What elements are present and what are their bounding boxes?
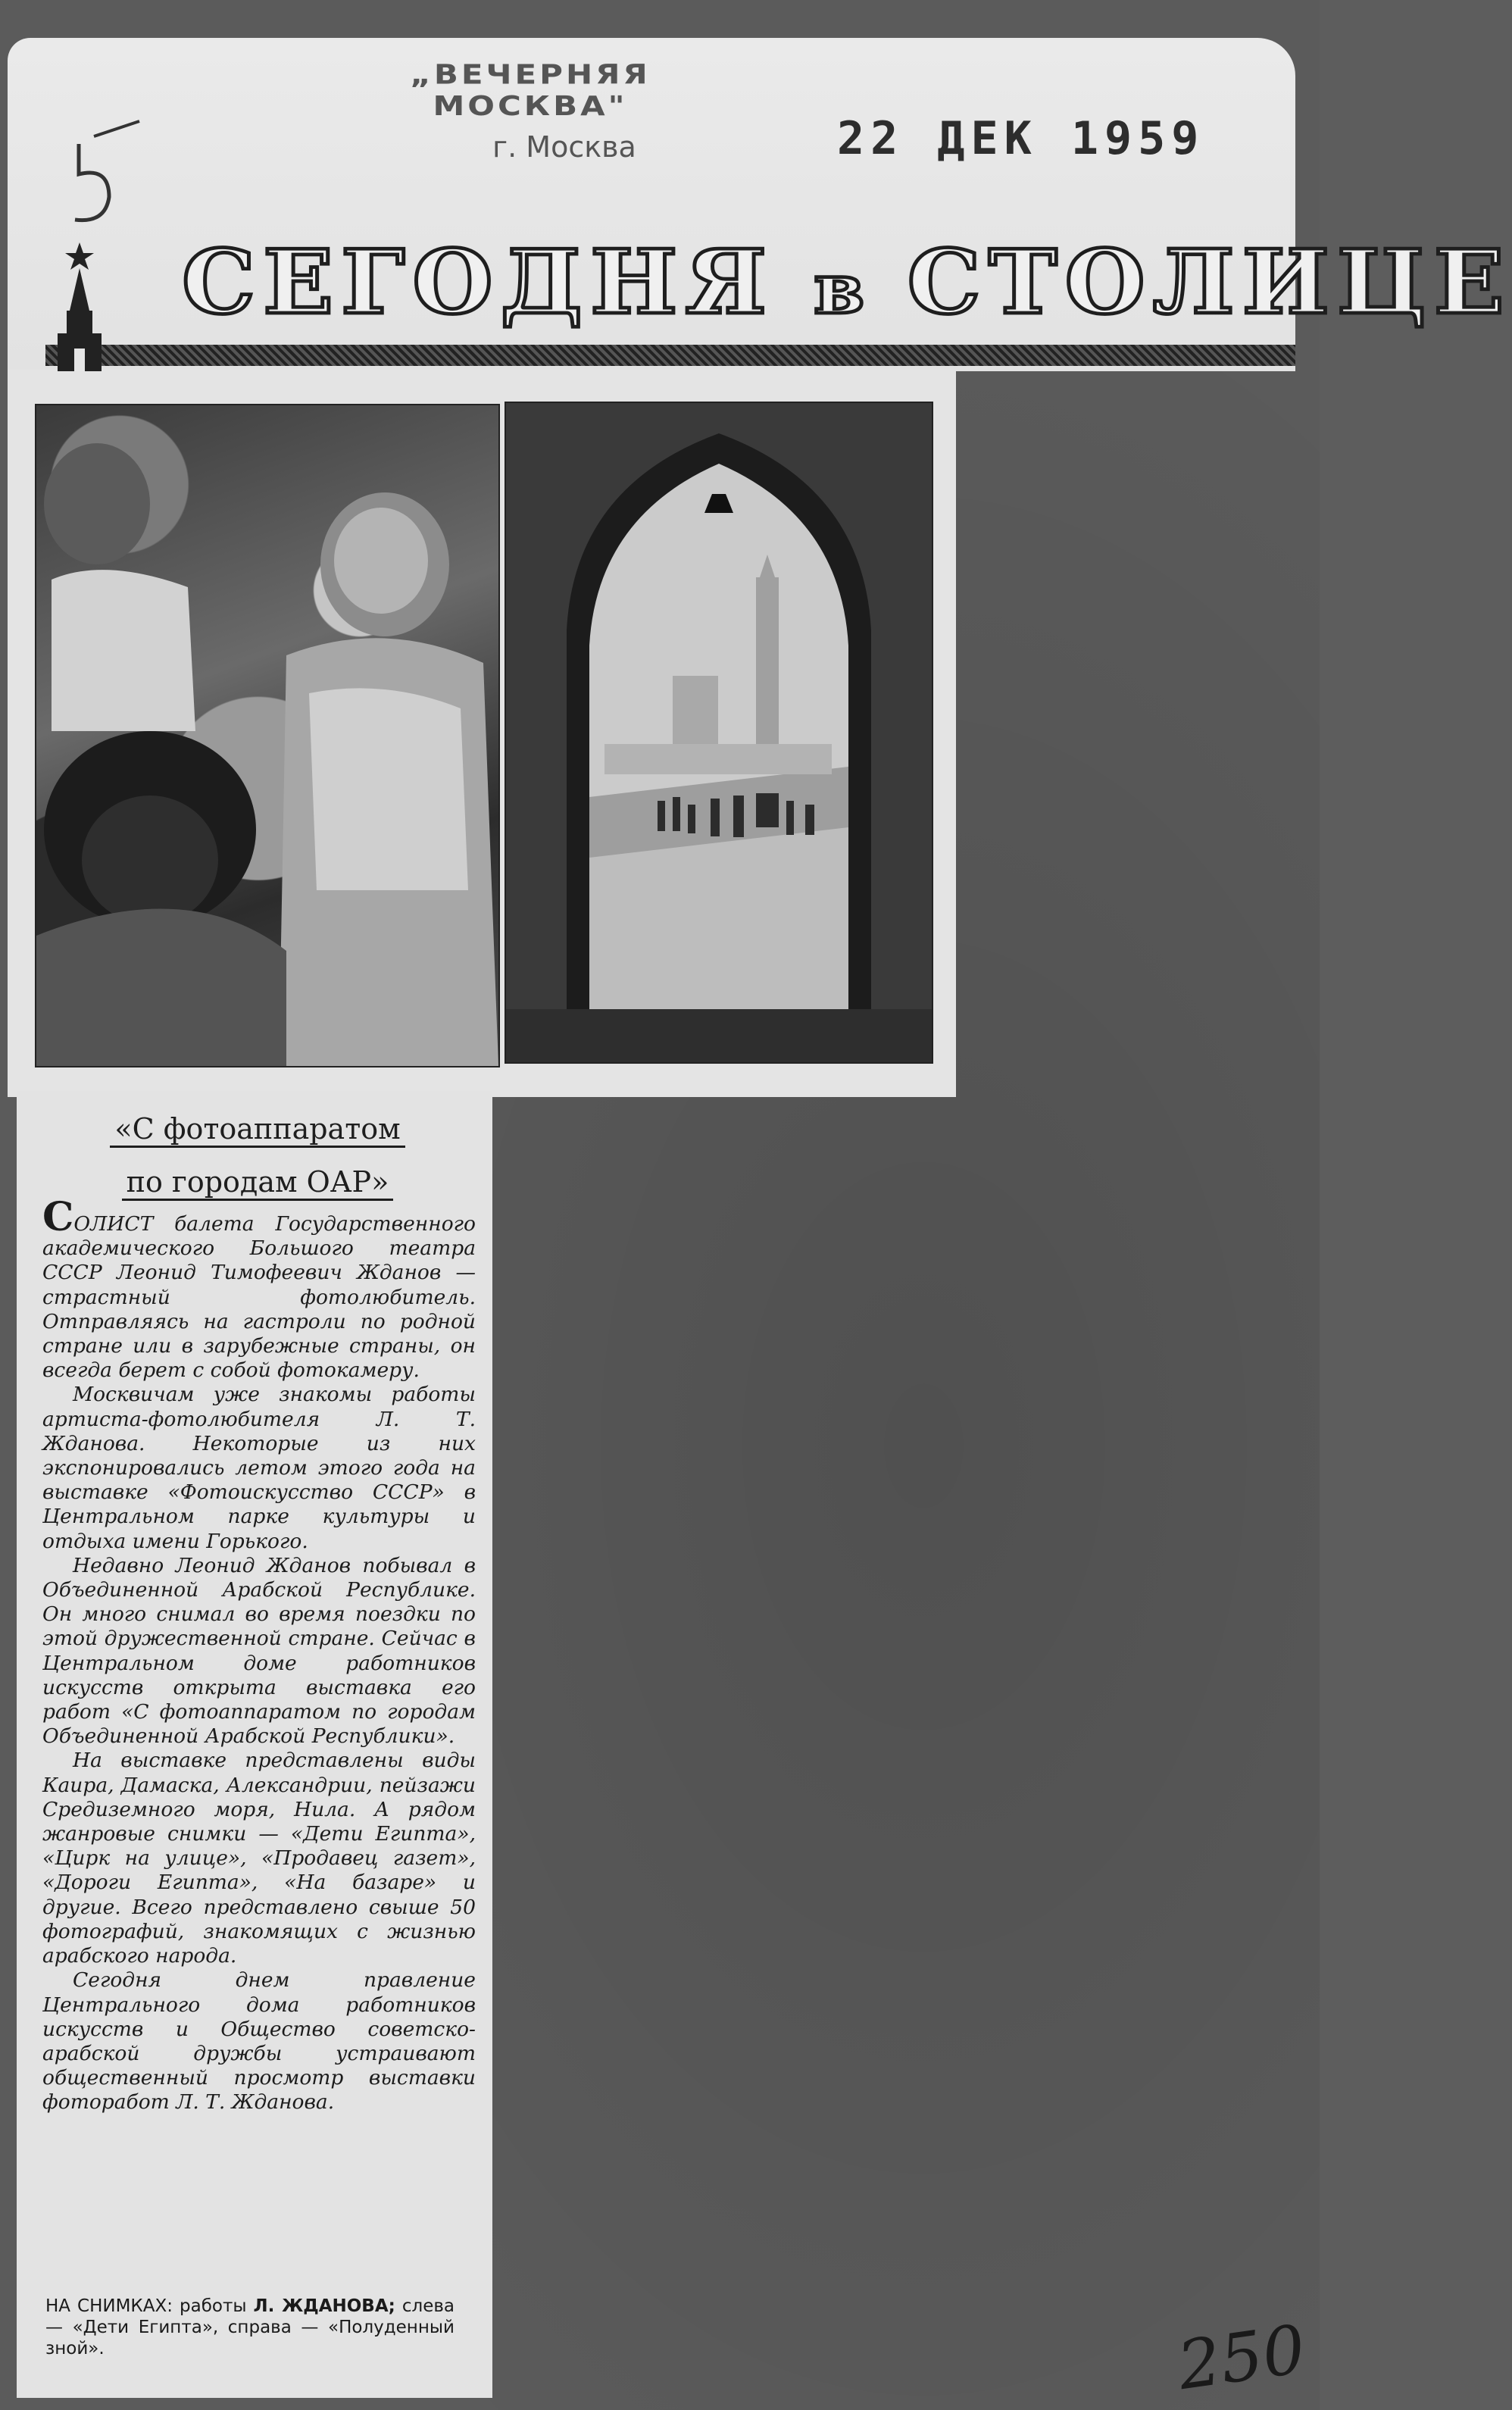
article-paragraph-3: Недавно Леонид Жданов побывал в Объединенной Арабской Республике. Он много снимал во время поездки по этой дружественной стране. Сейчас в Центральном доме работников искусств открыта выставка его работ «С фотоаппаратом по городам Объединенной Арабской Республики». [42, 1553, 476, 1749]
section-title-end: СТОЛИЦЕ [907, 230, 1512, 334]
handwritten-mark-icon [64, 129, 147, 235]
article-paragraph-2: Москвичам уже знакомы работы артиста-фотолюбителя Л. Т. Жданова. Некоторые из них экспонировались летом этого года на выставке «Фотоискусство СССР» в Центральном парке культуры и отдыха имени Горького. [42, 1383, 476, 1553]
photo-children-of-egypt [35, 404, 500, 1067]
drop-cap: С [42, 1194, 74, 1240]
article-body [42, 1194, 476, 2115]
article-paragraph-5: Сегодня днем правление Центрального дома работников искусств и Общество советско-арабской дружбы устраивают общественный просмотр выставки фоторабот Л. Т. Жданова. [42, 1968, 476, 2115]
caption-lead: НА СНИМКАХ: работы [45, 2296, 247, 2316]
section-title-main: СЕГОДНЯ [182, 230, 774, 334]
caption-author: Л. ЖДАНОВА; [253, 2296, 395, 2316]
stamp-date: 22 ДЕК 1959 [837, 112, 1205, 165]
article-headline [45, 1102, 470, 1208]
headline-line-2: по городам ОАР» [122, 1165, 394, 1201]
handwritten-archive-number: 250 [1173, 2309, 1311, 2405]
photo-midday-heat [505, 402, 933, 1064]
stamp-newspaper-name: „ВЕЧЕРНЯЯ МОСКВА" [410, 58, 651, 122]
kremlin-tower-icon [47, 242, 112, 371]
headline-line-1: «С фотоаппаратом [110, 1112, 405, 1148]
caption-rest: слева — «Дети Египта», справа — «Полуденный зной». [45, 2296, 455, 2358]
article-paragraph-4: На выставке представлены виды Каира, Дамаска, Александрии, пейзажи Средиземного моря, Нила. А рядом жанровые снимки — «Дети Египта», «Цирк на улице», «Продавец газет», «Дороги Египта», «На базаре» и другие. Всего представлено свыше 50 фотографий, знакомящих с жизнью арабского народа. [42, 1749, 476, 1968]
archive-stamp [333, 53, 727, 164]
paragraph-1-text: ОЛИСТ балета Государственного академического Большого театра СССР Леонид Тимофеевич Жданов — страстный фотолюбитель. Отправляясь на гастроли по родной стране или в зарубежные страны, он всегда берет с собой фотокамеру. [42, 1212, 476, 1383]
article-paragraph-1 [42, 1194, 476, 1383]
section-title [182, 230, 1512, 334]
photo-arch-image [506, 403, 932, 1062]
section-title-prep: в [814, 248, 868, 330]
photo-children-image [36, 405, 498, 1066]
stamp-city: г. Москва [492, 130, 636, 164]
photo-caption [45, 2296, 455, 2359]
banner-rule [45, 345, 1295, 366]
